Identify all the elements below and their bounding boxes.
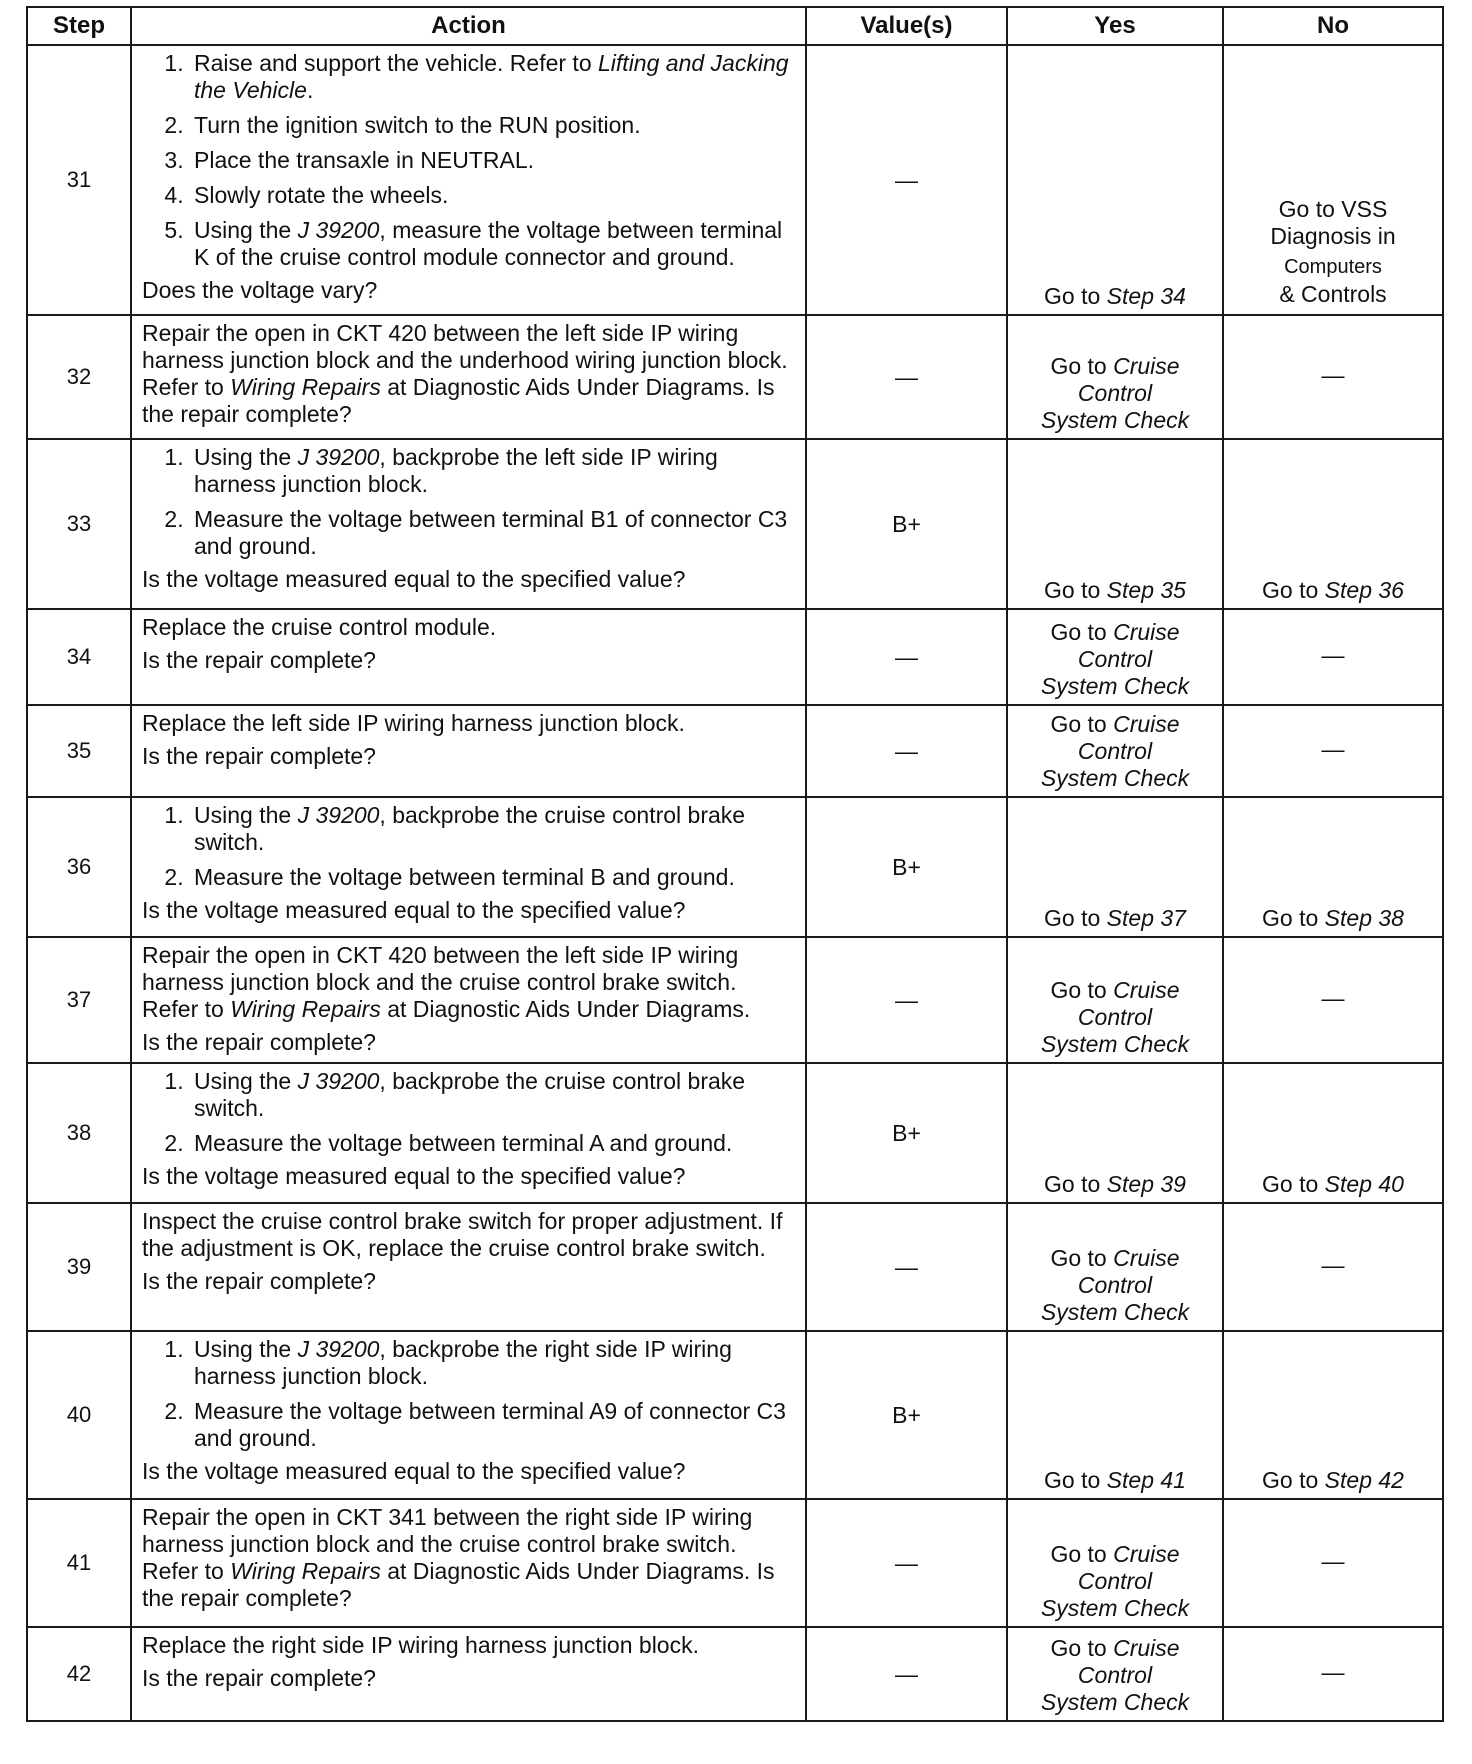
no-cell: Go to Step 40 [1223,1063,1443,1203]
step-number: 40 [27,1331,131,1499]
yes-cell: Go to Cruise Control System Check [1007,1627,1223,1721]
action-cell: Replace the cruise control module. Is the repair complete? [131,609,806,705]
yes-cell: Go to Step 39 [1007,1063,1223,1203]
question-text: Does the voltage vary? [142,277,378,303]
question-text: Is the voltage measured equal to the specified value? [142,1458,686,1484]
yes-cell: Go to Step 37 [1007,797,1223,937]
table-row [27,1499,1443,1627]
diagnostic-table [26,6,1444,1722]
step-number: 42 [27,1627,131,1721]
action-cell: Repair the open in CKT 420 between the left side IP wiring harness junction block and the underhood wiring junction block. Refer to Wiring Repairs at Diagnostic Aids Under Diagrams. Is the repair complete? [131,315,806,439]
value-cell: B+ [806,797,1007,937]
value-cell: — [806,1627,1007,1721]
table-row [27,1331,1443,1499]
list-item: 1. Using the J 39200, backprobe the left side IP wiring harness junction block. [190,444,795,498]
step-number: 31 [27,45,131,315]
value-cell: — [806,609,1007,705]
action-cell: Replace the left side IP wiring harness junction block. Is the repair complete? [131,705,806,797]
action-list [142,802,795,891]
no-cell: — [1223,1203,1443,1331]
list-item: 2. Measure the voltage between terminal B and ground. [190,864,795,891]
step-number: 33 [27,439,131,609]
question-text: Is the repair complete? [142,1268,376,1294]
table-row [27,45,1443,315]
header-action: Action [131,7,806,45]
value-cell: — [806,705,1007,797]
action-cell: Inspect the cruise control brake switch for proper adjustment. If the adjustment is OK, replace the cruise control brake switch. Is the repair complete? [131,1203,806,1331]
list-item: 5. Using the J 39200, measure the voltage between terminal K of the cruise control module connector and ground. [190,217,795,271]
value-cell: — [806,45,1007,315]
yes-cell: Go to Step 41 [1007,1331,1223,1499]
step-number: 34 [27,609,131,705]
step-number: 39 [27,1203,131,1331]
value-cell: B+ [806,1063,1007,1203]
action-cell [131,439,806,609]
no-cell: — [1223,315,1443,439]
header-step: Step [27,7,131,45]
list-item: 1. Raise and support the vehicle. Refer to Lifting and Jacking the Vehicle. [190,50,795,104]
step-number: 36 [27,797,131,937]
list-item: 1. Using the J 39200, backprobe the right side IP wiring harness junction block. [190,1336,795,1390]
value-cell: B+ [806,1331,1007,1499]
yes-cell: Go to Cruise Control System Check [1007,1203,1223,1331]
table-row [27,1627,1443,1721]
list-item: 2. Measure the voltage between terminal B1 of connector C3 and ground. [190,506,795,560]
question-text: Is the repair complete? [142,743,376,769]
step-number: 32 [27,315,131,439]
question-text: Is the voltage measured equal to the specified value? [142,1163,686,1189]
header-no: No [1223,7,1443,45]
diagnostic-table-page [26,6,1442,1722]
no-cell: Go to Step 36 [1223,439,1443,609]
action-list [142,1336,795,1452]
table-row [27,439,1443,609]
question-text: Is the repair complete? [142,1029,376,1055]
table-row [27,609,1443,705]
no-cell: — [1223,1627,1443,1721]
action-cell [131,797,806,937]
question-text: Is the voltage measured equal to the specified value? [142,897,686,923]
action-list [142,50,795,271]
header-values: Value(s) [806,7,1007,45]
list-item: 4. Slowly rotate the wheels. [190,182,795,209]
question-text: Is the voltage measured equal to the specified value? [142,566,686,592]
action-cell [131,1331,806,1499]
list-item: 1. Using the J 39200, backprobe the cruise control brake switch. [190,802,795,856]
value-cell: — [806,937,1007,1063]
action-list [142,444,795,560]
header-row [27,7,1443,45]
no-cell: — [1223,609,1443,705]
list-item: 2. Measure the voltage between terminal A and ground. [190,1130,795,1157]
yes-cell: Go to Cruise Control System Check [1007,315,1223,439]
table-row [27,315,1443,439]
value-cell: — [806,315,1007,439]
table-row [27,797,1443,937]
action-cell: Replace the right side IP wiring harness junction block. Is the repair complete? [131,1627,806,1721]
yes-cell: Go to Cruise Control System Check [1007,609,1223,705]
list-item: 3. Place the transaxle in NEUTRAL. [190,147,795,174]
action-cell: Repair the open in CKT 341 between the right side IP wiring harness junction block and the cruise control brake switch. Refer to Wiring Repairs at Diagnostic Aids Under Diagrams. Is the repair complete? [131,1499,806,1627]
yes-cell: Go to Step 35 [1007,439,1223,609]
yes-cell: Go to Step 34 [1007,45,1223,315]
value-cell: B+ [806,439,1007,609]
action-cell: Repair the open in CKT 420 between the left side IP wiring harness junction block and the cruise control brake switch. Refer to Wiring Repairs at Diagnostic Aids Under Diagrams. Is the repair complete? [131,937,806,1063]
action-cell [131,1063,806,1203]
table-row [27,937,1443,1063]
step-number: 38 [27,1063,131,1203]
no-cell: Go to VSS Diagnosis in Computers & Controls [1223,45,1443,315]
value-cell: — [806,1203,1007,1331]
table-row [27,705,1443,797]
action-cell [131,45,806,315]
table-row [27,1203,1443,1331]
header-yes: Yes [1007,7,1223,45]
list-item: 2. Turn the ignition switch to the RUN position. [190,112,795,139]
yes-cell: Go to Cruise Control System Check [1007,937,1223,1063]
step-number: 35 [27,705,131,797]
value-cell: — [806,1499,1007,1627]
no-cell: — [1223,705,1443,797]
no-cell: Go to Step 42 [1223,1331,1443,1499]
table-row [27,1063,1443,1203]
step-number: 41 [27,1499,131,1627]
question-text: Is the repair complete? [142,647,376,673]
action-list [142,1068,795,1157]
no-cell: — [1223,937,1443,1063]
no-cell: — [1223,1499,1443,1627]
list-item: 2. Measure the voltage between terminal A9 of connector C3 and ground. [190,1398,795,1452]
yes-cell: Go to Cruise Control System Check [1007,1499,1223,1627]
no-cell: Go to Step 38 [1223,797,1443,937]
question-text: Is the repair complete? [142,1665,376,1691]
yes-cell: Go to Cruise Control System Check [1007,705,1223,797]
step-number: 37 [27,937,131,1063]
list-item: 1. Using the J 39200, backprobe the cruise control brake switch. [190,1068,795,1122]
